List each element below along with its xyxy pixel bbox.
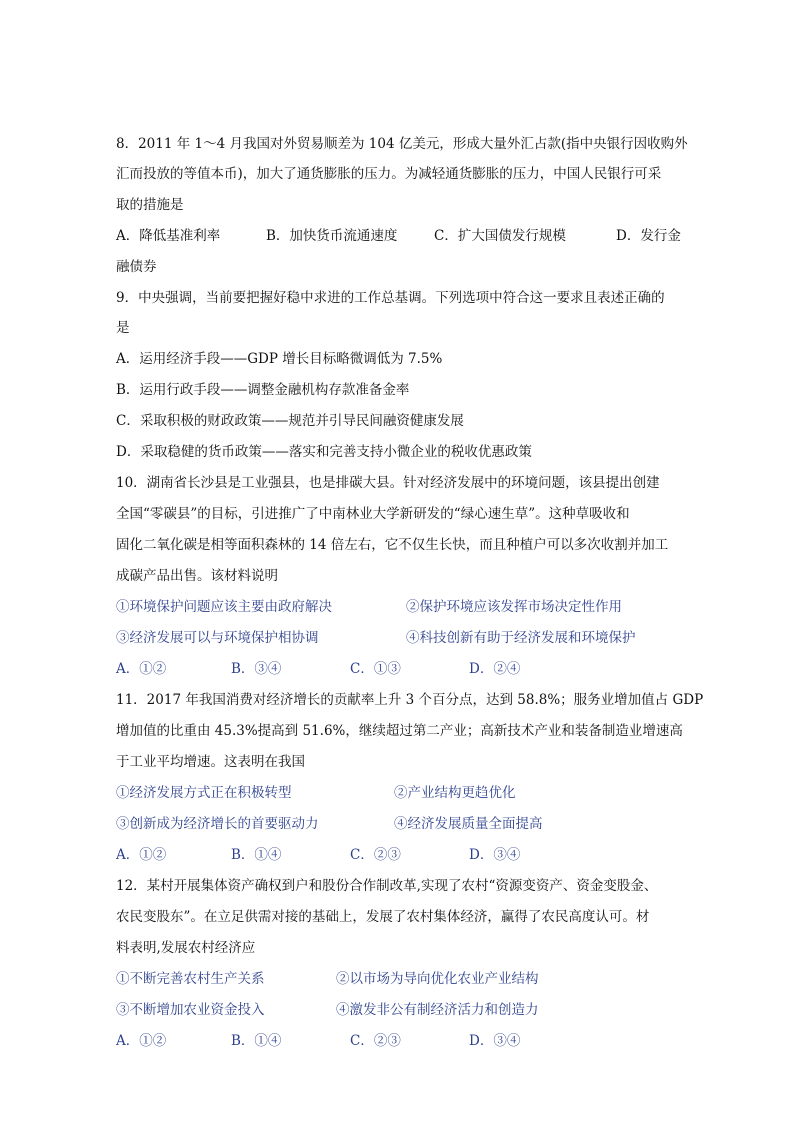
- q11-item-2: ②产业结构更趋优化: [394, 785, 516, 801]
- q9-stem-line-1: 9．中央强调，当前要把握好稳中求进的工作总基调。下列选项中符合这一要求且表述正确的: [116, 290, 665, 306]
- q8-option-d: D．发行金: [616, 228, 681, 244]
- q12-item-4: ④激发非公有制经济活力和创造力: [336, 1002, 539, 1018]
- q9-option-d: D．采取稳健的货币政策——落实和完善支持小微企业的税收优惠政策: [116, 444, 532, 460]
- q12-item-3: ③不断增加农业资金投入: [116, 1002, 265, 1018]
- q10-item-2: ②保护环境应该发挥市场决定性作用: [406, 599, 622, 615]
- q12-option-d: D．③④: [469, 1033, 521, 1049]
- q10-item-3: ③经济发展可以与环境保护相协调: [116, 630, 319, 646]
- q12-option-c: C．②③: [350, 1033, 401, 1049]
- q10-stem-line-1: 10．湖南省长沙县是工业强县，也是排碳大县。针对经济发展中的环境问题，该县提出创建: [116, 475, 660, 491]
- q10-stem-line-3: 固化二氧化碳是相等面积森林的 14 倍左右，它不仅生长快，而且种植户可以多次收割并加工: [116, 537, 669, 553]
- q12-stem-line-3: 料表明,发展农村经济应: [116, 940, 256, 956]
- q9-option-a: A．运用经济手段——GDP 增长目标略微调低为 7.5%: [116, 351, 443, 367]
- q11-item-1: ①经济发展方式正在积极转型: [116, 785, 292, 801]
- q11-option-b: B．①④: [231, 847, 282, 863]
- q12-stem-line-1: 12．某村开展集体资产确权到户和股份合作制改革,实现了农村“资源变资产、资金变股金、: [116, 878, 658, 894]
- q10-item-1: ①环境保护问题应该主要由政府解决: [116, 599, 332, 615]
- q11-stem-line-3: 于工业平均增速。这表明在我国: [116, 754, 305, 770]
- q11-stem-line-1: 11．2017 年我国消费对经济增长的贡献率上升 3 个百分点，达到 58.8%；服务业增加值占 GDP: [116, 692, 704, 708]
- q12-option-a: A．①②: [116, 1033, 167, 1049]
- q8-option-d-continued: 融债券: [116, 259, 157, 275]
- q9-option-b: B．运用行政手段——调整金融机构存款准备金率: [116, 382, 410, 398]
- q12-item-2: ②以市场为导向优化农业产业结构: [336, 971, 539, 987]
- q11-item-3: ③创新成为经济增长的首要驱动力: [116, 816, 319, 832]
- q10-option-a: A．①②: [116, 661, 167, 677]
- q11-option-a: A．①②: [116, 847, 167, 863]
- q10-option-d: D．②④: [469, 661, 521, 677]
- q8-stem-line-3: 取的措施是: [116, 197, 184, 213]
- q12-option-b: B．①④: [231, 1033, 282, 1049]
- q8-stem-line-2: 汇而投放的等值本币)，加大了通货膨胀的压力。为减轻通货膨胀的压力，中国人民银行可采: [116, 166, 662, 182]
- q8-stem-line-1: 8．2011 年 1～4 月我国对外贸易顺差为 104 亿美元，形成大量外汇占款(指中央银行因收购外: [116, 136, 688, 152]
- q8-option-a: A．降低基准利率: [116, 228, 221, 244]
- q11-option-c: C．②③: [350, 847, 401, 863]
- q9-option-c: C．采取积极的财政政策——规范并引导民间融资健康发展: [116, 413, 464, 429]
- q8-option-c: C．扩大国债发行规模: [434, 228, 566, 244]
- q8-option-b: B．加快货币流通速度: [266, 228, 398, 244]
- q10-option-c: C．①③: [350, 661, 401, 677]
- q11-stem-line-2: 增加值的比重由 45.3%提高到 51.6%，继续超过第二产业；高新技术产业和装备制造业增速高: [116, 723, 683, 739]
- q11-option-d: D．③④: [469, 847, 521, 863]
- q11-item-4: ④经济发展质量全面提高: [394, 816, 543, 832]
- q10-option-b: B．③④: [231, 661, 282, 677]
- q9-stem-line-2: 是: [116, 320, 130, 336]
- q10-stem-line-4: 成碳产品出售。该材料说明: [116, 568, 278, 584]
- q10-stem-line-2: 全国“零碳县”的目标，引进推广了中南林业大学新研发的“绿心速生草”。这种草吸收和: [116, 506, 630, 522]
- q10-item-4: ④科技创新有助于经济发展和环境保护: [406, 630, 636, 646]
- q12-item-1: ①不断完善农村生产关系: [116, 971, 265, 987]
- q12-stem-line-2: 农民变股东”。在立足供需对接的基础上，发展了农村集体经济，赢得了农民高度认可。材: [116, 909, 650, 925]
